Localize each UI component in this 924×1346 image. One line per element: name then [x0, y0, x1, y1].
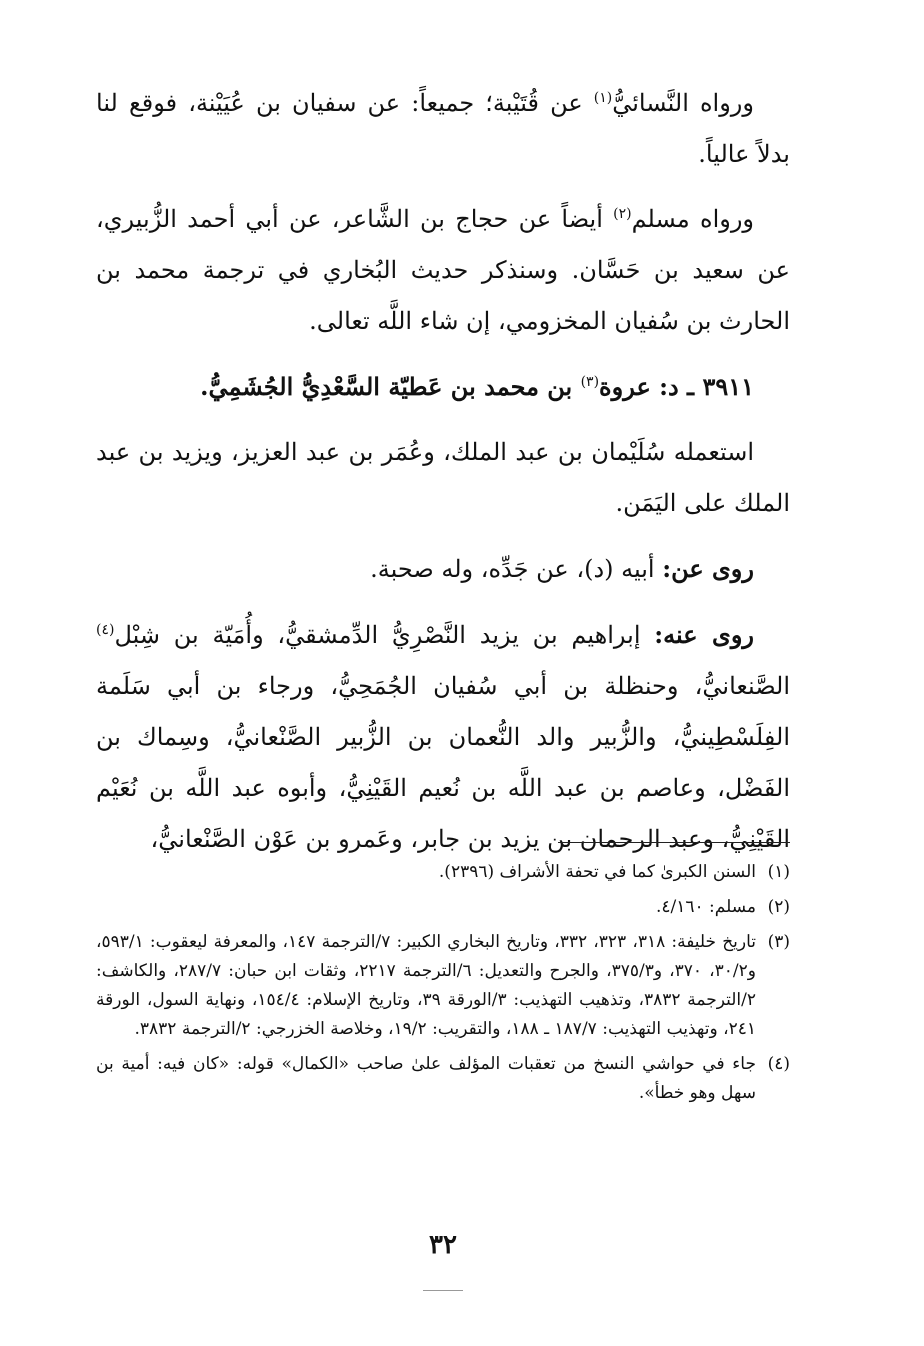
footnotes — [96, 858, 790, 1114]
footnote-item — [96, 858, 790, 887]
footnote-number: (٢) — [767, 897, 790, 917]
paragraph-text: أيضاً عن حجاج بن الشَّاعر، عن أبي أحمد الزُّبيري، عن سعيد بن حَسَّان. وسنذكر حديث البُخاري في ترجمة محمد بن الحارث بن سُفيان المخزومي، إن شاء اللَّه تعالى. — [96, 205, 791, 335]
footnote-ref-2[interactable]: (٢) — [613, 206, 632, 222]
entry-name-rest: بن محمد بن عَطيّة السَّعْدِيُّ الجُشَمِيُّ. — [200, 372, 581, 401]
entry-number: ٣٩١١ ـ د: — [659, 372, 754, 401]
footnote-ref-3[interactable]: (٣) — [580, 374, 600, 390]
entry-heading — [96, 361, 790, 413]
paragraph-text: إبراهيم بن يزيد النَّصْرِيُّ الدِّمشقيُّ، وأُمَيّة بن شِبْل — [114, 621, 655, 649]
footnote-number: (٣) — [767, 932, 790, 952]
paragraph-narrated-from — [96, 543, 790, 595]
paragraph-nasai — [96, 78, 790, 180]
paragraph-text: الصَّنعانيُّ، وحنظلة بن أبي سُفيان الجُمَحِيُّ، ورجاء بن أبي سَلَمة الفِلَسْطِينيُّ، والزُّبير والد النُّعمان بن الزُّبير الصَّنْعانيُّ، وسِماك بن الفَضْل، وعاصم بن عبد اللَّه بن نُعيم القَيْنِيُّ، وأبوه عبد اللَّه بن نُعَيْم القَيْنِيُّ، وعبد الرحمان بن يزيد بن جابر، وعَمرو بن عَوْن الصَّنْعانيُّ، — [96, 672, 790, 853]
footnote-text: السنن الكبرىٰ كما في تحفة الأشراف (٢٣٩٦). — [438, 862, 756, 882]
footnote-text: مسلم: ٤/١٦٠. — [655, 897, 756, 917]
footnote-item — [96, 893, 790, 922]
page — [96, 78, 790, 1346]
page-mark — [423, 1290, 463, 1291]
footnote-item — [96, 1050, 790, 1108]
paragraph-text: ورواه النَّسائيُّ — [612, 89, 754, 117]
footnote-number: (١) — [767, 862, 790, 882]
paragraph-text: أبيه (د)، عن جَدِّه، وله صحبة. — [370, 555, 663, 583]
footnote-number: (٤) — [767, 1054, 790, 1074]
footnote-separator — [558, 842, 790, 843]
entry-name: عروة — [599, 372, 660, 401]
footnote-ref-4[interactable]: (٤) — [96, 622, 115, 638]
main-text — [96, 78, 790, 865]
footnote-ref-1[interactable]: (١) — [593, 90, 613, 106]
footnote-text: تاريخ خليفة: ٣١٨، ٣٢٣، ٣٣٢، وتاريخ البخاري الكبير: ٧/الترجمة ١٤٧، والمعرفة ليعقوب: ٥٩٣/١، و٣٠/٢، ٣٧٠، و٣٧٥/٣، والجرح والتعديل: ٦/الترجمة ٢٢١٧، وثقات ابن حبان: ٢٨٧/٧، والكاشف: ٢/الترجمة ٣٨٣٢، وتذهيب التهذيب: ٣/الورقة ٣٩، وتاريخ الإسلام: ١٥٤/٤، ونهاية السول، الورقة ٢٤١، وتهذيب التهذيب: ١٨٧/٧ ـ ١٨٨، والتقريب: ١٩/٢، وخلاصة الخزرجي: ٢/الترجمة ٣٨٣٢. — [96, 932, 757, 1039]
narrated-by-label: روى عنه: — [654, 620, 754, 649]
paragraph-muslim — [96, 194, 790, 347]
paragraph-text: استعمله سُلَيْمان بن عبد الملك، وعُمَر بن عبد العزيز، ويزيد بن عبد الملك على اليَمَن. — [96, 438, 790, 517]
page-number: ٣٢ — [429, 1230, 457, 1260]
paragraph-employment — [96, 427, 790, 529]
footnote-item — [96, 928, 790, 1044]
footnote-text: جاء في حواشي النسخ من تعقبات المؤلف علىٰ صاحب «الكمال» قوله: «كان فيه: أمية بن سهل وهو خطأ». — [96, 1054, 756, 1103]
paragraph-text: عن قُتَيْبة؛ جميعاً: عن سفيان بن عُيَيْنة، فوقع لنا بدلاً عالياً. — [96, 89, 790, 168]
paragraph-text: ورواه مسلم — [631, 205, 755, 233]
narrated-from-label: روى عن: — [662, 554, 754, 583]
paragraph-narrated-by — [96, 609, 790, 865]
